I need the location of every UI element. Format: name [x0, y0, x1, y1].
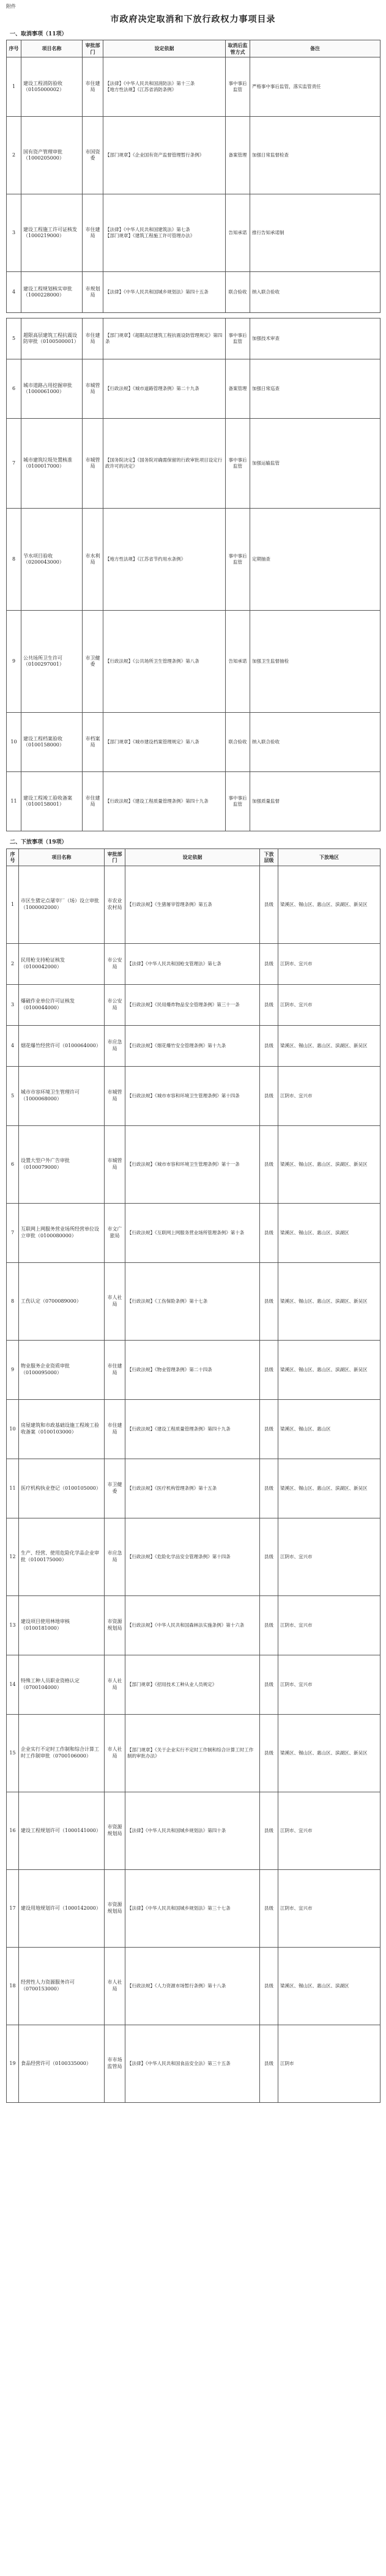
row-dept: 市文广旅局	[105, 1204, 125, 1263]
table-row	[7, 1715, 380, 1792]
row-dept: 市水利局	[83, 509, 103, 611]
row-basis: 【法律】《中华人民共和国城乡规划法》第四十五条	[103, 272, 226, 313]
row-method: 联合验收	[226, 272, 250, 313]
row-basis: 【行政法规】《物业管理条例》第二十四条	[125, 1341, 260, 1400]
row-no: 4	[7, 272, 21, 313]
row-dept: 市公安局	[105, 985, 125, 1026]
row-dept: 市公安局	[105, 944, 125, 985]
row-level: 县级	[260, 985, 278, 1026]
row-level: 县级	[260, 1067, 278, 1126]
table-row	[7, 419, 380, 509]
row-basis: 【法律】《中华人民共和国枪支管理法》第七条	[125, 944, 260, 985]
row-dept: 市城管局	[83, 359, 103, 419]
row-name: 医疗机构执业登记（0100105000）	[19, 1459, 105, 1518]
row-basis: 【法律】《中华人民共和国建筑法》第七条 【部门规章】《建筑工程施工许可管理办法》	[103, 194, 226, 272]
table-row	[7, 1948, 380, 2025]
row-area: 梁溪区、锡山区、惠山区、滨湖区、新吴区	[278, 1026, 380, 1067]
row-method: 事中事后监管	[226, 57, 250, 117]
row-no: 14	[7, 1655, 19, 1715]
table-row	[7, 1341, 380, 1400]
row-name: 超限高层建筑工程抗震设防审批（0100500001）	[21, 318, 83, 359]
table-row	[7, 985, 380, 1026]
row-no: 4	[7, 1026, 19, 1067]
row-no: 19	[7, 2025, 19, 2103]
row-no: 10	[7, 713, 21, 772]
col-remark: 备注	[250, 40, 380, 57]
row-dept: 市住建局	[105, 1341, 125, 1400]
row-basis: 【法律】《中华人民共和国城乡规划法》第三十七条	[125, 1870, 260, 1948]
row-name: 市区生猪定点屠宰厂（场）设立审批（1000002000）	[19, 866, 105, 944]
row-level: 县级	[260, 1870, 278, 1948]
row-no: 6	[7, 1126, 19, 1204]
row-area: 梁溪区、锡山区、惠山区、滨湖区、新吴区	[278, 1715, 380, 1792]
row-area: 江阴市、宜兴市	[278, 1870, 380, 1948]
row-level: 县级	[260, 1126, 278, 1204]
row-area: 江阴市、宜兴市	[278, 1792, 380, 1870]
row-name: 城市建筑垃圾处置核准（0100017000）	[21, 419, 83, 509]
col-basis: 设定依据	[125, 848, 260, 866]
row-basis: 【行政法规】《城市道路管理条例》第二十九条	[103, 359, 226, 419]
col-dept: 审批部门	[83, 40, 103, 57]
row-basis: 【行政法规】《民用爆炸物品安全管理条例》第三十一条	[125, 985, 260, 1026]
row-level: 县级	[260, 1400, 278, 1459]
row-no: 9	[7, 611, 21, 713]
row-dept: 市资源规划局	[105, 1870, 125, 1948]
row-remark: 推行告知承诺制	[250, 194, 380, 272]
cancel-table-header	[7, 40, 380, 57]
row-dept: 市应急局	[105, 1026, 125, 1067]
row-basis: 【地方性法规】《江苏省节约用水条例》	[103, 509, 226, 611]
row-remark: 加强质量监督	[250, 772, 380, 831]
table-row	[7, 1400, 380, 1459]
row-basis: 【法律】《中华人民共和国食品安全法》第三十五条	[125, 2025, 260, 2103]
cancel-table-continued	[6, 318, 380, 831]
table-row	[7, 611, 380, 713]
row-level: 县级	[260, 1518, 278, 1596]
row-area: 江阴市、宜兴市	[278, 1067, 380, 1126]
row-name: 建设工程消防验收（0105000002）	[21, 57, 83, 117]
row-level: 县级	[260, 1263, 278, 1341]
row-name: 建设用地规划许可（1000142000）	[19, 1870, 105, 1948]
row-name: 烟花爆竹经营许可（0100064000）	[19, 1026, 105, 1067]
row-dept: 市资源规划局	[105, 1596, 125, 1655]
row-name: 经营性人力资源服务许可（0700153000）	[19, 1948, 105, 2025]
row-name: 特殊工种人员职业资格认定（0700104000）	[19, 1655, 105, 1715]
row-method: 事中事后监管	[226, 509, 250, 611]
row-name: 节水项目验收（0200043000）	[21, 509, 83, 611]
row-method: 告知承诺	[226, 611, 250, 713]
row-no: 2	[7, 944, 19, 985]
table-row	[7, 2025, 380, 2103]
table-row	[7, 1655, 380, 1715]
row-no: 11	[7, 1459, 19, 1518]
row-name: 建设工程档案验收（0100158000）	[21, 713, 83, 772]
row-name: 生产、经营、使用危险化学品企业审批（0100175000）	[19, 1518, 105, 1596]
attachment-label: 附件	[6, 4, 16, 9]
row-area: 江阴市、宜兴市	[278, 1518, 380, 1596]
table-row	[7, 1026, 380, 1067]
row-no: 2	[7, 117, 21, 194]
table-row	[7, 1459, 380, 1518]
row-dept: 市住建局	[105, 1400, 125, 1459]
row-no: 16	[7, 1792, 19, 1870]
table-row	[7, 866, 380, 944]
row-name: 城市道路占用挖掘审批（1000061000）	[21, 359, 83, 419]
row-level: 县级	[260, 1655, 278, 1715]
row-method: 联合验收	[226, 713, 250, 772]
table-row	[7, 117, 380, 194]
row-name: 城市市容环境卫生管理许可（1000068000）	[19, 1067, 105, 1126]
row-level: 县级	[260, 1026, 278, 1067]
row-no: 5	[7, 1067, 19, 1126]
col-no: 序号	[7, 848, 19, 866]
row-level: 县级	[260, 1948, 278, 2025]
row-dept: 市城管局	[105, 1067, 125, 1126]
col-name: 项目名称	[19, 848, 105, 866]
table-row	[7, 1204, 380, 1263]
row-method: 事中事后监管	[226, 318, 250, 359]
row-dept: 市人社局	[105, 1263, 125, 1341]
table-row	[7, 1596, 380, 1655]
row-no: 1	[7, 866, 19, 944]
row-no: 15	[7, 1715, 19, 1792]
row-basis: 【法律】《中华人民共和国城乡规划法》第四十条	[125, 1792, 260, 1870]
table-row	[7, 1263, 380, 1341]
row-no: 6	[7, 359, 21, 419]
row-area: 梁溪区、锡山区、惠山区、滨湖区、新吴区	[278, 866, 380, 944]
row-remark: 定期抽查	[250, 509, 380, 611]
row-basis: 【行政法规】《公共场所卫生管理条例》第八条	[103, 611, 226, 713]
row-name: 企业实行不定时工作制和综合计算工时工作制审批（0700106000）	[19, 1715, 105, 1792]
row-name: 建设工程规划核实审批（1000228000）	[21, 272, 83, 313]
col-basis: 设定依据	[103, 40, 226, 57]
row-basis: 【行政法规】《互联网上网服务营业场所管理条例》第十条	[125, 1204, 260, 1263]
col-level: 下放层级	[260, 848, 278, 866]
document-title: 市政府决定取消和下放行政权力事项目录	[110, 14, 276, 24]
row-area: 梁溪区、锡山区、惠山区、滨湖区、新吴区	[278, 1263, 380, 1341]
row-level: 县级	[260, 1596, 278, 1655]
row-dept: 市住建局	[83, 318, 103, 359]
row-basis: 【行政法规】《生猪屠宰管理条例》第五条	[125, 866, 260, 944]
col-dept: 审批部门	[105, 848, 125, 866]
row-no: 18	[7, 1948, 19, 2025]
row-name: 公共场所卫生许可（0100297001）	[21, 611, 83, 713]
table-row	[7, 1126, 380, 1204]
row-basis: 【行政法规】《危险化学品安全管理条例》第十四条	[125, 1518, 260, 1596]
row-level: 县级	[260, 1459, 278, 1518]
row-basis: 【行政法规】《建设工程质量管理条例》第四十九条	[103, 772, 226, 831]
row-basis: 【部门规章】《超限高层建筑工程抗震设防管理规定》第四条	[103, 318, 226, 359]
row-name: 互联网上网服务营业场所经营单位设立审批（0100080000）	[19, 1204, 105, 1263]
table-row	[7, 1870, 380, 1948]
row-area: 江阴市、宜兴市	[278, 944, 380, 985]
row-basis: 【行政法规】《人力资源市场暂行条例》第十八条	[125, 1948, 260, 2025]
row-no: 7	[7, 419, 21, 509]
row-basis: 【部门规章】《关于企业实行不定时工作制和综合计算工时工作制的审批办法》	[125, 1715, 260, 1792]
row-name: 房屋建筑和市政基础设施工程竣工验收备案（0100103000）	[19, 1400, 105, 1459]
row-basis: 【行政法规】《建设工程质量管理条例》第四十九条	[125, 1400, 260, 1459]
row-remark: 纳入联合验收	[250, 272, 380, 313]
row-method: 事中事后监管	[226, 419, 250, 509]
cancel-table	[6, 40, 380, 314]
row-method: 告知承诺	[226, 194, 250, 272]
row-level: 县级	[260, 1715, 278, 1792]
row-dept: 市卫健委	[83, 611, 103, 713]
row-method: 备案管理	[226, 117, 250, 194]
table-row	[7, 359, 380, 419]
row-remark: 严格事中事后监管，落实监管责任	[250, 57, 380, 117]
table-row	[7, 509, 380, 611]
delegate-table	[6, 848, 380, 2103]
row-remark: 加强日常监督检查	[250, 117, 380, 194]
row-dept: 市人社局	[105, 1948, 125, 2025]
row-name: 建设工程规划许可（1000141000）	[19, 1792, 105, 1870]
row-no: 17	[7, 1870, 19, 1948]
row-area: 江阴市、宜兴市	[278, 1596, 380, 1655]
row-area: 江阴市、宜兴市	[278, 1655, 380, 1715]
row-name: 设置大型户外广告审批（0100079000）	[19, 1126, 105, 1204]
row-level: 县级	[260, 1792, 278, 1870]
table-row	[7, 1792, 380, 1870]
row-name: 工伤认定（0700089000）	[19, 1263, 105, 1341]
table-row	[7, 272, 380, 313]
row-remark: 加强卫生监督抽检	[250, 611, 380, 713]
row-no: 10	[7, 1400, 19, 1459]
row-no: 7	[7, 1204, 19, 1263]
row-name: 民用枪支持枪证核发（0100042000）	[19, 944, 105, 985]
row-remark: 加强运输监管	[250, 419, 380, 509]
row-dept: 市档案局	[83, 713, 103, 772]
row-dept: 市住建局	[83, 57, 103, 117]
row-name: 建设工程施工许可证核发（1000219000）	[21, 194, 83, 272]
row-no: 8	[7, 1263, 19, 1341]
row-dept: 市市场监管局	[105, 2025, 125, 2103]
row-basis: 【行政法规】《医疗机构管理条例》第十五条	[125, 1459, 260, 1518]
row-remark: 纳入联合验收	[250, 713, 380, 772]
row-no: 12	[7, 1518, 19, 1596]
row-basis: 【法律】《中华人民共和国消防法》第十三条 【地方性法规】《江苏省消防条例》	[103, 57, 226, 117]
row-level: 县级	[260, 944, 278, 985]
table-row	[7, 772, 380, 831]
col-area: 下放地区	[278, 848, 380, 866]
row-basis: 【行政法规】《城市市容和环境卫生管理条例》第十四条	[125, 1067, 260, 1126]
table-row	[7, 194, 380, 272]
row-name: 国有资产管理审批（1000205000）	[21, 117, 83, 194]
row-name: 爆破作业单位许可证核发（0100044000）	[19, 985, 105, 1026]
row-basis: 【部门规章】《城市建设档案管理规定》第八条	[103, 713, 226, 772]
row-no: 13	[7, 1596, 19, 1655]
section-1-title: 一、取消事项（11项）	[10, 31, 67, 37]
row-no: 9	[7, 1341, 19, 1400]
row-area: 梁溪区、锡山区、惠山区、滨湖区、新吴区	[278, 1341, 380, 1400]
row-dept: 市人社局	[105, 1715, 125, 1792]
row-area: 江阴市、宜兴市	[278, 985, 380, 1026]
row-dept: 市住建局	[83, 772, 103, 831]
row-basis: 【行政法规】《城市市容和环境卫生管理条例》第十一条	[125, 1126, 260, 1204]
row-area: 梁溪区、锡山区、惠山区、滨湖区、新吴区	[278, 1459, 380, 1518]
row-area: 梁溪区、锡山区、惠山区、滨湖区	[278, 1948, 380, 2025]
row-dept: 市城管局	[105, 1126, 125, 1204]
row-no: 3	[7, 985, 19, 1026]
row-area: 梁溪区、锡山区、惠山区	[278, 1400, 380, 1459]
section-2-title: 二、下放事项（19项）	[10, 839, 67, 846]
row-dept: 市城管局	[83, 419, 103, 509]
row-area: 梁溪区、锡山区、惠山区、滨湖区	[278, 1204, 380, 1263]
row-name: 建设工程竣工验收备案（0100158001）	[21, 772, 83, 831]
row-level: 县级	[260, 1204, 278, 1263]
row-basis: 【部门规章】《招用技术工种从业人员规定》	[125, 1655, 260, 1715]
col-method: 取消后监管方式	[226, 40, 250, 57]
row-name: 建设项目使用林地审核（0100181000）	[19, 1596, 105, 1655]
row-dept: 市应急局	[105, 1518, 125, 1596]
col-name: 项目名称	[21, 40, 83, 57]
row-basis: 【行政法规】《烟花爆竹安全管理条例》第十九条	[125, 1026, 260, 1067]
table-row	[7, 318, 380, 359]
row-no: 8	[7, 509, 21, 611]
row-basis: 【行政法规】《工伤保险条例》第十七条	[125, 1263, 260, 1341]
row-no: 5	[7, 318, 21, 359]
row-no: 3	[7, 194, 21, 272]
row-basis: 【国务院决定】《国务院对确需保留的行政审批项目设定行政许可的决定》	[103, 419, 226, 509]
row-area: 梁溪区、锡山区、惠山区、滨湖区、新吴区	[278, 1126, 380, 1204]
row-no: 1	[7, 57, 21, 117]
row-no: 11	[7, 772, 21, 831]
row-method: 备案管理	[226, 359, 250, 419]
row-dept: 市规划局	[83, 272, 103, 313]
row-dept: 市住建局	[83, 194, 103, 272]
row-dept: 市国资委	[83, 117, 103, 194]
row-name: 食品经营许可（0100335000）	[19, 2025, 105, 2103]
row-level: 县级	[260, 1341, 278, 1400]
row-level: 县级	[260, 866, 278, 944]
row-dept: 市人社局	[105, 1655, 125, 1715]
table-row	[7, 1067, 380, 1126]
delegate-table-header	[7, 848, 380, 866]
col-no: 序号	[7, 40, 21, 57]
row-dept: 市卫健委	[105, 1459, 125, 1518]
table-row	[7, 944, 380, 985]
table-row	[7, 1518, 380, 1596]
row-level: 县级	[260, 2025, 278, 2103]
row-name: 物业服务企业资质审批（0100095000）	[19, 1341, 105, 1400]
row-dept: 市农业农村局	[105, 866, 125, 944]
row-basis: 【行政法规】《中华人民共和国森林法实施条例》第十六条	[125, 1596, 260, 1655]
table-row	[7, 713, 380, 772]
row-method: 事中事后监管	[226, 772, 250, 831]
row-dept: 市资源规划局	[105, 1792, 125, 1870]
row-remark: 加强日常巡查	[250, 359, 380, 419]
row-remark: 加强技术审查	[250, 318, 380, 359]
row-area: 江阴市	[278, 2025, 380, 2103]
row-basis: 【部门规章】《企业国有资产监督管理暂行条例》	[103, 117, 226, 194]
table-row	[7, 57, 380, 117]
